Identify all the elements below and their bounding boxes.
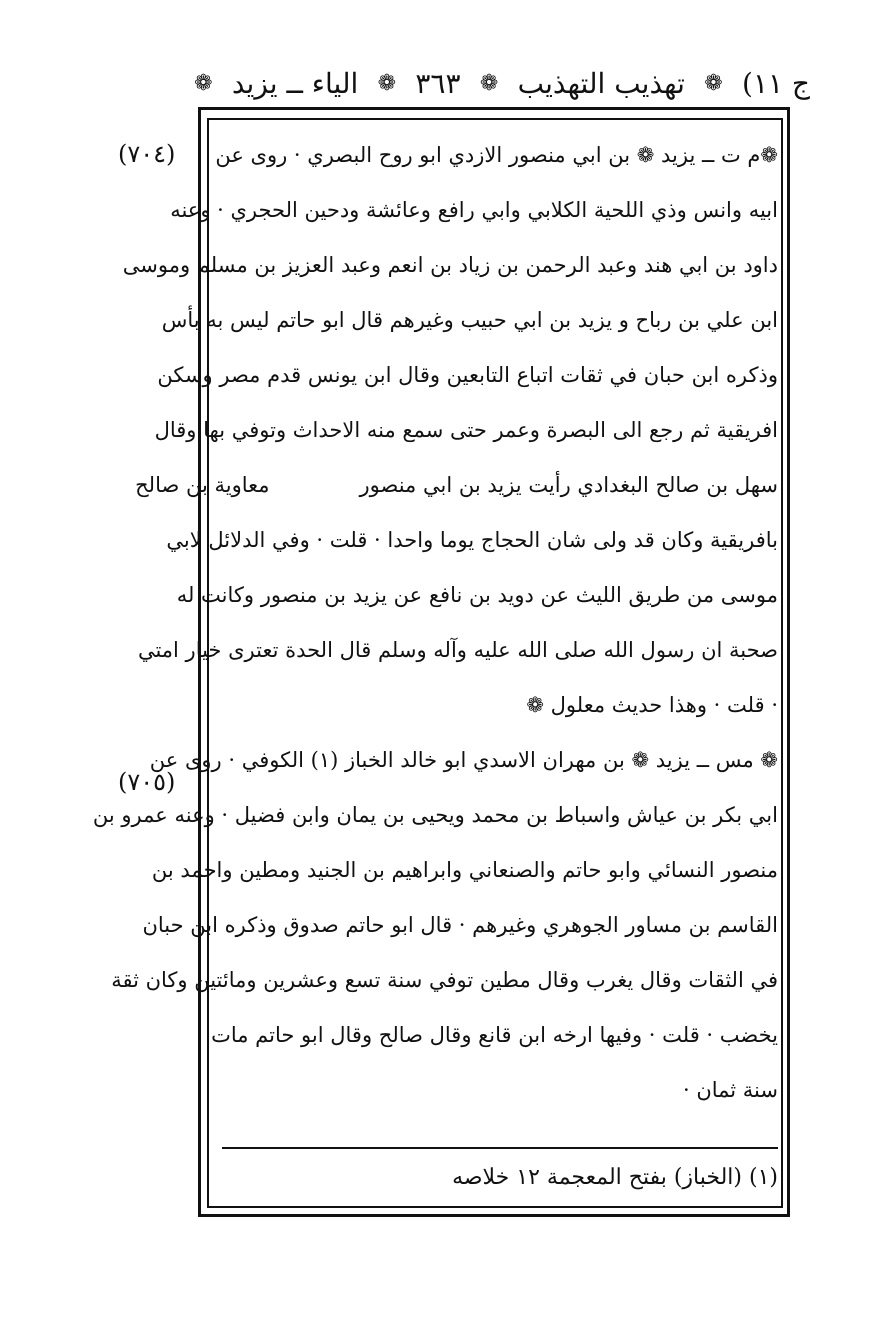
text-line-with-gap xyxy=(135,458,778,513)
text-line: موسى من طريق الليث عن دويد بن نافع عن يزيد بن منصور وكانت له xyxy=(176,583,778,607)
text-line: افريقية ثم رجع الى البصرة وعمر حتى سمع منه الاحداث وتوفي بها وقال xyxy=(154,418,778,442)
footnote-divider xyxy=(222,1147,778,1149)
entry-number-705: (٧٠٥) xyxy=(118,768,176,796)
text-line: ابيه وانس وذي اللحية الكلابي وابي رافع وعائشة ودحين الحجري · وعنه xyxy=(170,198,778,222)
ornament-icon: ❁ xyxy=(194,70,213,96)
text-line: ابي بكر بن عياش واسباط بن محمد ويحيى بن يمان وابن فضيل · وعنه عمرو بن xyxy=(92,803,778,827)
running-header xyxy=(190,58,810,108)
header-page-number: ٣٦٣ xyxy=(415,66,461,100)
line-part: معاوية بن صالح xyxy=(135,473,270,497)
header-section: الياء ــ يزيد xyxy=(231,66,359,100)
line-part: سهل بن صالح البغدادي رأيت يزيد بن ابي منصور xyxy=(359,473,778,497)
header-book-title: تهذيب التهذيب xyxy=(517,66,685,100)
footnote: (١) (الخباز) بفتح المعجمة ١٢ خلاصه xyxy=(452,1165,778,1190)
text-line: القاسم بن مساور الجوهري وغيرهم · قال ابو حاتم صدوق وذكره ابن حبان xyxy=(142,913,778,937)
text-line: ❁م ت ــ يزيد ❁ بن ابي منصور الازدي ابو روح البصري · روى عن xyxy=(215,143,778,167)
text-line: وذكره ابن حبان في ثقات اتباع التابعين وقال ابن يونس قدم مصر وسكن xyxy=(157,363,778,387)
header-volume: ج ١١) xyxy=(742,66,810,100)
text-line: · قلت · وهذا حديث معلول ❁ xyxy=(526,693,778,717)
text-line: في الثقات وقال يغرب وقال مطين توفي سنة تسع وعشرين ومائتين وكان ثقة xyxy=(111,968,778,992)
text-line: منصور النسائي وابو حاتم والصنعاني وابراهيم بن الجنيد ومطين واحمد بن xyxy=(151,858,778,882)
ornament-icon: ❁ xyxy=(377,70,397,96)
ornament-icon: ❁ xyxy=(479,70,499,96)
text-line: يخضب · قلت · وفيها ارخه ابن قانع وقال صالح وقال ابو حاتم مات xyxy=(211,1023,778,1047)
text-line: بافريقية وكان قد ولى شان الحجاج يوما واحدا · قلت · وفي الدلائل لابي xyxy=(166,528,778,552)
entry-number-704: (٧٠٤) xyxy=(118,140,176,168)
text-line: ❁ مس ــ يزيد ❁ بن مهران الاسدي ابو خالد الخباز (١) الكوفي · روى عن xyxy=(149,748,778,772)
text-line: ابن علي بن رباح و يزيد بن ابي حبيب وغيرهم قال ابو حاتم ليس به بأس xyxy=(161,308,778,332)
text-line: صحبة ان رسول الله صلى الله عليه وآله وسلم قال الحدة تعترى خيار امتي xyxy=(137,638,778,662)
text-line: سنة ثمان · xyxy=(682,1078,778,1102)
ornament-icon: ❁ xyxy=(704,70,723,96)
text-line: داود بن ابي هند وعبد الرحمن بن زياد بن انعم وعبد العزيز بن مسلم وموسى xyxy=(122,253,778,277)
